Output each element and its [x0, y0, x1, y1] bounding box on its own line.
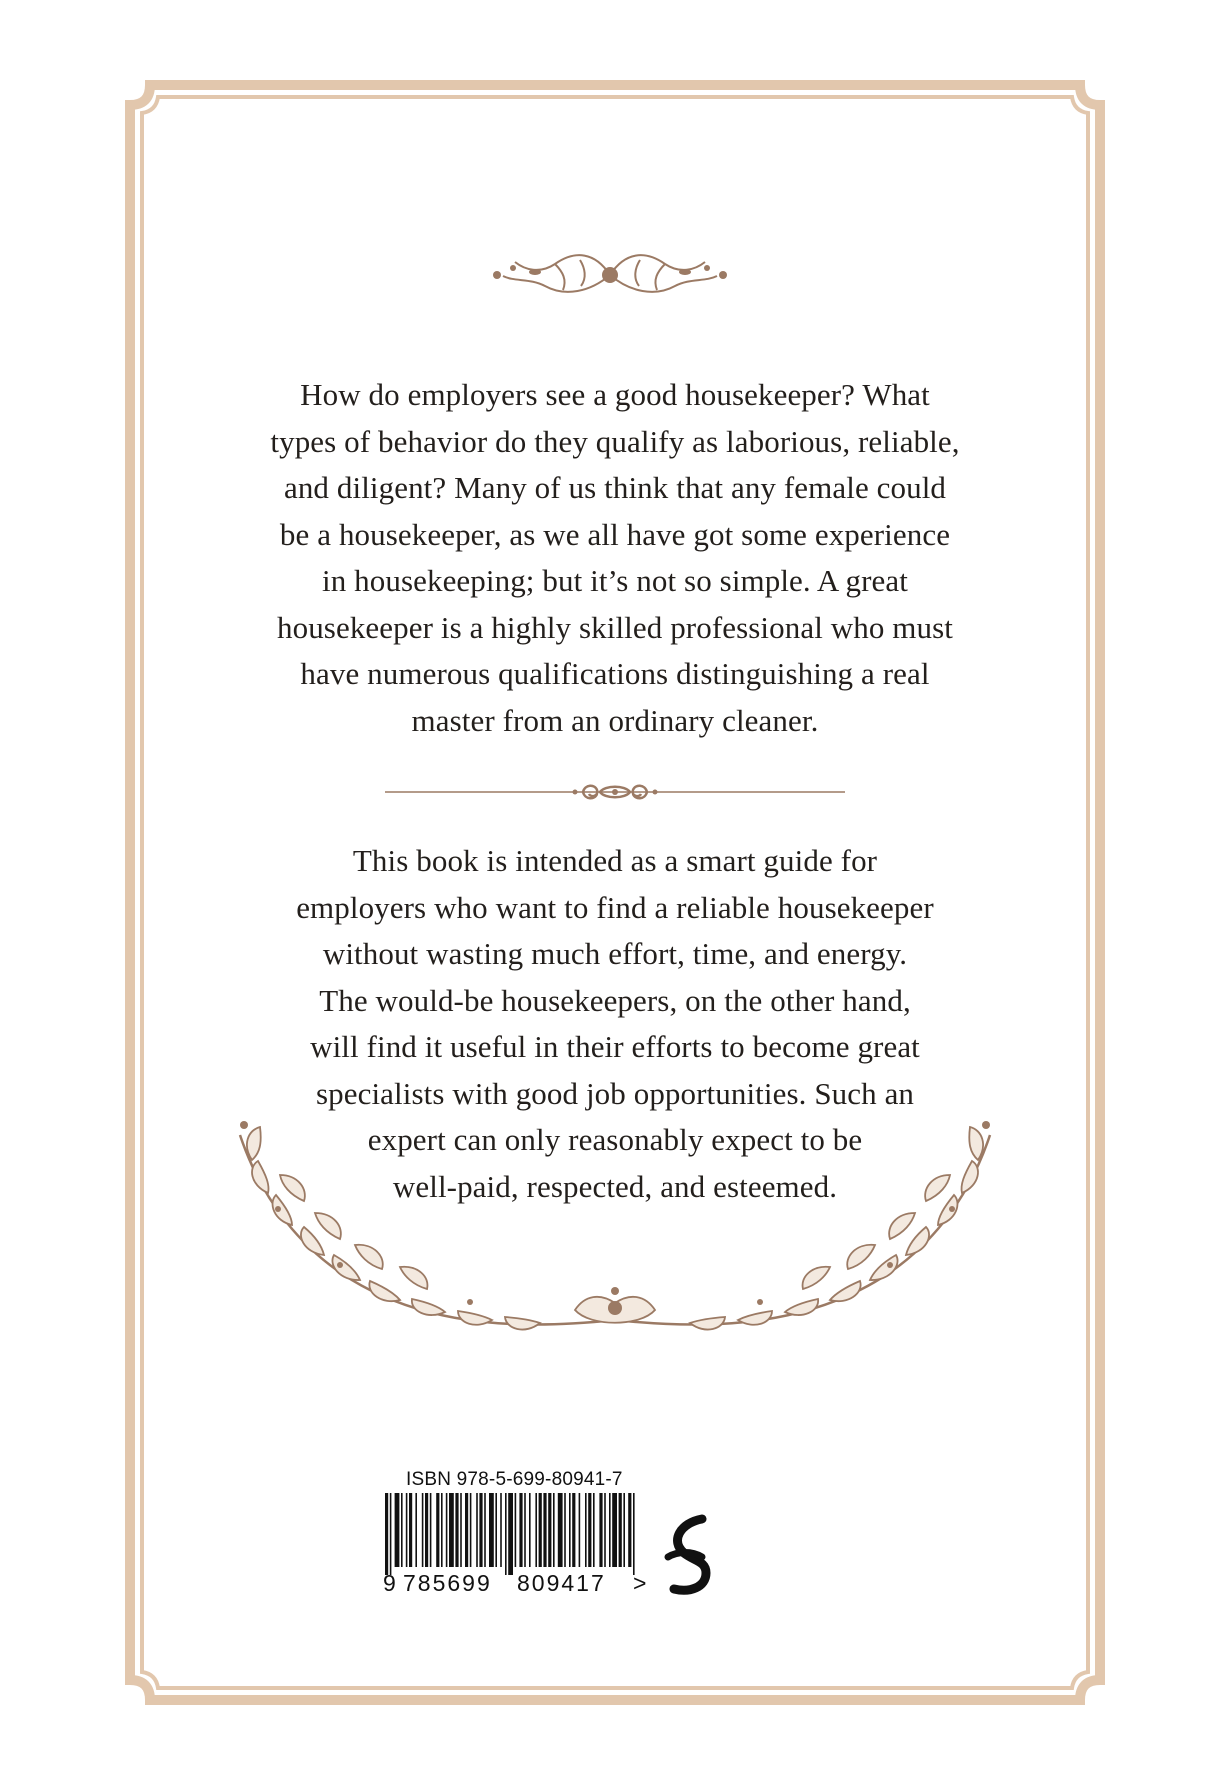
barcode-bar: [539, 1493, 542, 1567]
barcode-bar: [395, 1493, 400, 1567]
barcode-bar: [385, 1493, 388, 1575]
barcode-bar: [623, 1493, 625, 1567]
barcode-bar: [505, 1493, 507, 1575]
barcode-bar: [579, 1493, 581, 1567]
barcode-digits-right: 809417: [517, 1570, 606, 1596]
publisher-logo-icon: [662, 1513, 714, 1599]
paragraph-line: expert can only reasonably expect to be: [367, 1122, 863, 1157]
barcode-bars: [385, 1493, 637, 1575]
barcode-bar: [609, 1493, 611, 1567]
isbn-label: ISBN 978-5-699-80941-7: [406, 1469, 623, 1490]
barcode-bar: [470, 1493, 472, 1567]
barcode-bar: [409, 1493, 412, 1567]
paragraph-line: be a housekeeper, as we all have got some experience: [279, 516, 951, 552]
paragraph-line: employers who want to find a reliable housekeeper: [296, 889, 934, 925]
barcode-bar: [455, 1493, 458, 1567]
paragraph-line: types of behavior do they qualify as laborious, reliable,: [270, 423, 960, 459]
scroll-divider-icon: [385, 780, 845, 804]
paragraph-line: without wasting much effort, time, and energy.: [322, 936, 908, 971]
barcode-bar: [508, 1493, 513, 1575]
barcode-bar: [564, 1493, 566, 1567]
paragraph-line: will find it useful in their efforts to become great: [310, 1029, 920, 1064]
barcode-bar: [524, 1493, 526, 1567]
barcode-bar: [535, 1493, 537, 1567]
barcode-bar: [441, 1493, 443, 1567]
barcode-bar: [619, 1493, 622, 1567]
barcode-bar: [548, 1493, 551, 1567]
barcode-end-mark: >: [633, 1570, 647, 1596]
barcode-bar: [422, 1493, 424, 1567]
paragraph-line: in housekeeping; but it’s not so simple. A great: [321, 563, 908, 598]
barcode-bar: [628, 1493, 631, 1567]
barcode-bar: [588, 1493, 591, 1567]
barcode-bar: [476, 1493, 478, 1567]
barcode-bar: [572, 1493, 575, 1567]
barcode-bar: [633, 1493, 635, 1575]
barcode-bar: [425, 1493, 428, 1567]
paragraph-line: have numerous qualifications distinguishing a real: [300, 656, 930, 691]
barcode-bar: [593, 1493, 595, 1567]
barcode-digits-left: 785699: [403, 1570, 492, 1596]
barcode-bar: [515, 1493, 517, 1567]
paragraph-line: well-paid, respected, and esteemed.: [392, 1168, 838, 1204]
barcode-bar: [489, 1493, 494, 1567]
barcode-bar: [529, 1493, 531, 1567]
barcode-bar: [553, 1493, 555, 1567]
barcode-bar: [446, 1493, 448, 1567]
floral-ornament-icon: [485, 242, 735, 308]
barcode-bar: [436, 1493, 439, 1567]
laurel-wreath-icon: [220, 1105, 1010, 1355]
barcode-bar: [460, 1493, 462, 1567]
barcode-bar: [612, 1493, 617, 1567]
paragraph-line: master from an ordinary cleaner.: [411, 702, 819, 738]
barcode-bar: [465, 1493, 468, 1567]
barcode-bar: [479, 1493, 482, 1567]
barcode-bar: [449, 1493, 454, 1567]
paragraph-line: How do employers see a good housekeeper? What: [300, 377, 930, 412]
paragraph-line: The would-be housekeepers, on the other hand,: [319, 982, 911, 1018]
barcode-digits: [383, 1570, 647, 1600]
barcode-bar: [415, 1493, 417, 1567]
paragraph-line: specialists with good job opportunities. Such an: [315, 1075, 915, 1111]
paragraph-line: and diligent? Many of us think that any female could: [283, 470, 947, 505]
barcode-bar: [406, 1493, 408, 1567]
barcode-bar: [390, 1493, 392, 1575]
barcode-bar: [430, 1493, 432, 1567]
barcode-bar: [585, 1493, 587, 1567]
barcode-bar: [604, 1493, 606, 1567]
barcode-bar: [543, 1493, 546, 1567]
barcode-bar: [558, 1493, 563, 1567]
paragraph-line: This book is intended as a smart guide for: [352, 843, 878, 878]
description-paragraph-1: [230, 372, 1000, 744]
barcode-bar: [519, 1493, 522, 1567]
barcode-lead-digit: 9: [383, 1570, 396, 1596]
barcode-bar: [569, 1493, 571, 1567]
paragraph-line: housekeeper is a highly skilled professional who must: [277, 609, 953, 645]
barcode-bar: [401, 1493, 403, 1567]
barcode-bar: [484, 1493, 486, 1567]
barcode-bar: [495, 1493, 497, 1567]
barcode-bar: [599, 1493, 602, 1567]
barcode-bar: [500, 1493, 502, 1567]
